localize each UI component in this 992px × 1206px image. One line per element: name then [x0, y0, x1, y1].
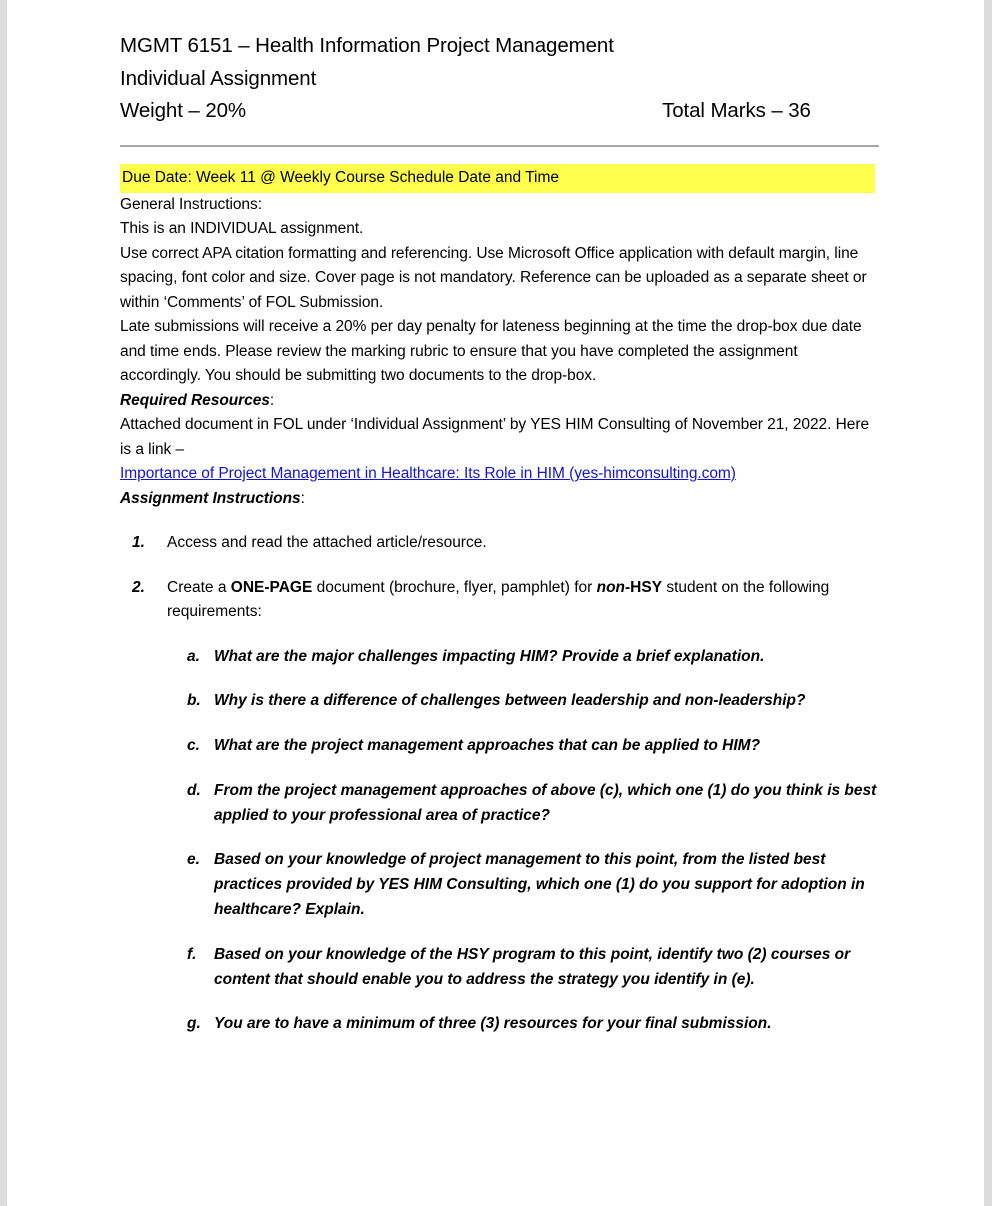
assignment-type: Individual Assignment [120, 66, 317, 90]
list-item-text: Access and read the attached article/resource. [167, 534, 487, 551]
list-item [120, 943, 880, 993]
assignment-instructions-heading-text: Assignment Instructions [120, 489, 301, 507]
required-resources-link-row [120, 462, 880, 487]
general-instructions-paragraph-1: Use correct APA citation formatting and referencing. Use Microsoft Office application with default margin, line spacing, font color and size. Cover page is not mandatory. Reference can be uploaded as a separate sheet or within ‘Comments’ of FOL Submission. [120, 244, 867, 311]
list-item [120, 1012, 880, 1037]
assignment-instructions-heading-colon: : [300, 489, 305, 507]
list-item-text: What are the project management approaches that can be applied to HIM? [214, 737, 761, 755]
header-divider [120, 145, 879, 147]
list-item-marker: d. [187, 781, 201, 799]
assignment-numbered-list [120, 531, 880, 625]
general-instructions-heading: General Instructions: [120, 195, 262, 213]
list-item-text-part-1: Create a [167, 578, 231, 596]
list-item [120, 576, 880, 625]
weight-marks-row [120, 95, 880, 128]
due-date-banner: Due Date: Week 11 @ Weekly Course Schedule Date and Time [120, 164, 875, 193]
required-resources-heading-colon: : [269, 391, 275, 409]
assignment-weight: Weight – 20% [120, 99, 247, 122]
list-item-marker: c. [187, 737, 200, 755]
list-item [120, 779, 880, 829]
course-title: MGMT 6151 – Health Information Project Management [120, 34, 614, 57]
general-instructions-paragraph-2: Late submissions will receive a 20% per day penalty for lateness beginning at the time the drop-box due date and time ends. Please review the marking rubric to ensure that you have completed the assignment accordingly. You should be submitting two documents to the drop-box. [120, 318, 862, 384]
list-item-marker: b. [187, 692, 201, 710]
list-item-text: Based on your knowledge of the HSY program to this point, identify two (2) courses or content that should enable you to address the strategy you identify in (e). [214, 945, 851, 988]
list-item [120, 734, 880, 759]
list-item [120, 848, 880, 922]
resource-link[interactable]: Importance of Project Management in Healthcare: Its Role in HIM (yes-himconsulting.com) [120, 465, 736, 482]
list-item-text: Why is there a difference of challenges between leadership and non-leadership? [214, 692, 806, 710]
assignment-instructions-heading [120, 487, 880, 512]
list-item-text: From the project management approaches of above (c), which one (1) do you think is best applied to your professional area of practice? [214, 781, 877, 824]
list-item-marker: g. [187, 1015, 201, 1033]
document-header [120, 0, 880, 128]
list-item-text: You are to have a minimum of three (3) resources for your final submission. [214, 1015, 772, 1033]
document-content [120, 0, 880, 1037]
list-item-text-part-2: document (brochure, flyer, pamphlet) for [312, 578, 597, 596]
general-instructions-line: This is an INDIVIDUAL assignment. [120, 220, 364, 237]
document-page [7, 0, 984, 1206]
list-item-text: Based on your knowledge of project management to this point, from the listed best practices provided by YES HIM Consulting, which one (1) do you support for adoption in healthcare? Explain. [214, 851, 865, 919]
list-item [120, 645, 880, 670]
required-resources-paragraph: Attached document in FOL under ‘Individual Assignment’ by YES HIM Consulting of November 21, 2022. Here is a link – [120, 416, 870, 458]
list-item-bold-italic-non: non [596, 578, 626, 596]
list-item-marker: a. [187, 647, 200, 665]
list-item-bold-hsy: -HSY [625, 578, 663, 596]
assignment-lettered-list [120, 645, 880, 1038]
required-resources-heading [120, 389, 880, 414]
list-item-marker: f. [187, 945, 197, 963]
list-item [120, 531, 880, 556]
list-item-text-part-3: student on the following requirements: [167, 578, 830, 620]
list-item-bold-one-page: ONE-PAGE [230, 578, 313, 596]
list-item-marker: 2. [132, 578, 145, 596]
list-item-marker: e. [187, 851, 200, 869]
list-item-marker: 1. [132, 534, 145, 551]
list-item [120, 689, 880, 714]
required-resources-heading-text: Required Resources [120, 391, 270, 409]
list-item-text: What are the major challenges impacting HIM? Provide a brief explanation. [214, 647, 765, 665]
total-marks: Total Marks – 36 [662, 99, 811, 122]
